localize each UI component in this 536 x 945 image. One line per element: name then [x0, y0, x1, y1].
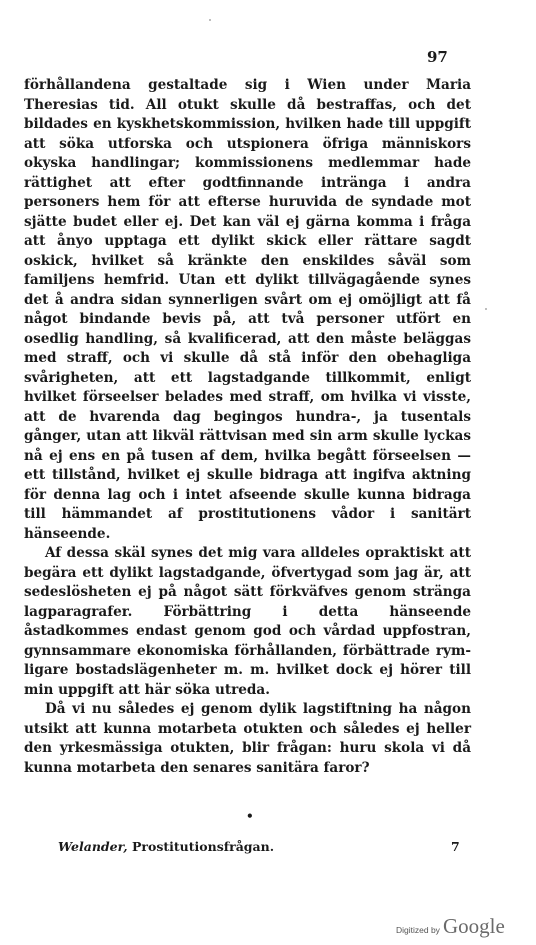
paragraph-3: Då vi nu således ej genom dylik lagstiftning ha någon utsikt att kunna motarbeta otukten och således ej heller den yrkesmässiga otukten, blir frågan: huru skola vi då kunna motarbeta den senares sanitära faror? [24, 701, 471, 776]
page-number: 97 [427, 48, 448, 66]
footer-signature-line [58, 839, 274, 854]
paragraph-1: förhållandena gestaltade sig i Wien under Maria Theresias tid. All otukt skulle då bestraffas, och det bildades en kyskhetskommission, hvilken hade till uppgift att söka utforska och utspionera öfriga människors okyska handlingar; kommissionens medlemmar hade rättighet att efter godtfinnande intränga i andra personers hem för att efterse huruvida de syndade mot sjätte budet eller ej. Det kan väl ej gärna komma i fråga att ånyo upptaga ett dylikt skick eller rättare sagdt oskick, hvilket så kränkte den enskildes såväl som familjens hemfrid. Utan ett dylikt tillvägagående synes det å andra sidan synnerligen svårt om ej omöjligt att få något bindande bevis på, att två personer utfört en osedlig handling, så kvalificerad, att den måste beläggas med straff, och vi skulle då stå inför den obehagliga svårigheten, att ett lagstadgande tillkommit, enligt hvilket förseelser belades med straff, om hvilka vi visste, att de hvarenda dag begingos hundra-, ja tusentals gånger, utan att likväl rättvisan med sin arm skulle lyckas nå ej ens en på tusen af dem, hvilka begått förseelsen — ett tillstånd, hvilket ej skulle bidraga att ingifva aktning för denna lag och i intet afseende skulle kunna bidraga till hämmandet af prostitutionens vådor i sanitärt hänseende. [24, 77, 471, 542]
digitization-watermark [396, 914, 505, 939]
watermark-prefix: Digitized by [396, 925, 440, 935]
page-body [24, 76, 471, 778]
footer-title: Prostitutionsfrågan. [132, 839, 275, 854]
footer-author: Welander, [58, 839, 128, 854]
scan-speck [209, 19, 211, 21]
scan-speck [485, 308, 487, 310]
paragraph-2: Af dessa skäl synes det mig vara alldeles opraktiskt att begära ett dylikt lagstadgande, öfvertygad som jag är, att sedeslösheten ej på något sätt förkväfves genom stränga lagparagrafer. Förbättring i detta hänseende åstadkommes endast genom god och vårdad uppfostran, gynnsammare ekonomiska förhållanden, förbättrade rymligare bostadslägenheter m. m. hvilket dock ej hörer till min uppgift att här söka utreda. [24, 545, 471, 698]
google-logo: Google [442, 914, 505, 938]
section-separator: • [246, 809, 254, 823]
sheet-signature: 7 [451, 839, 460, 854]
